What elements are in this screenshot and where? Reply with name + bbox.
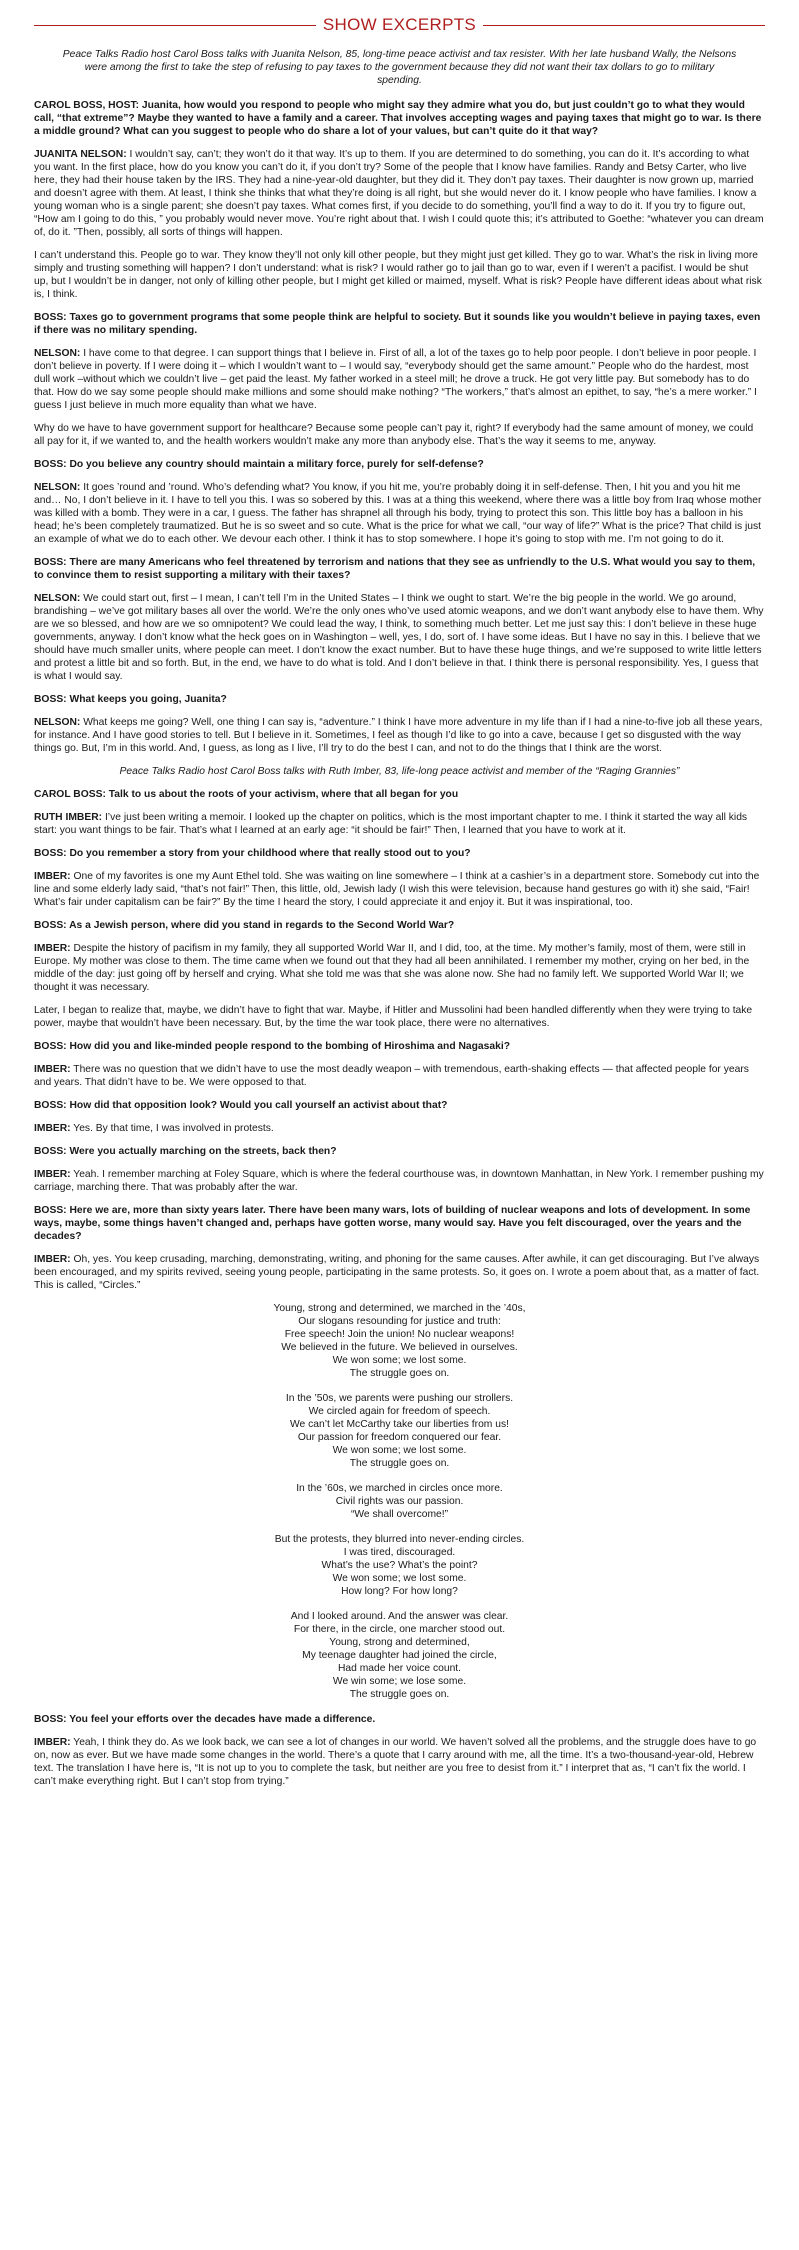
- interview-question: BOSS: How did that opposition look? Would you call yourself an activist about that?: [34, 1100, 448, 1111]
- interview-question: CAROL BOSS: Talk to us about the roots of your activism, where that all began for you: [34, 789, 459, 800]
- poem-stanza: [34, 1302, 765, 1380]
- poem-line: We believed in the future. We believed in ourselves.: [281, 1342, 518, 1353]
- speaker-name: IMBER:: [34, 1123, 71, 1134]
- poem-line: We won some; we lost some.: [332, 1445, 467, 1456]
- answer-text: Oh, yes. You keep crusading, marching, demonstrating, writing, and phoning for the same causes. After awhile, it can get discouraging. But I’ve always been encouraged, and my spirits revived, seeing young people, participating in the same protests. So, it goes on. I wrote a poem about that, as a matter of fact. This is called, “Circles.”: [34, 1254, 760, 1291]
- interview-answer: [34, 1736, 765, 1788]
- poem-line: Free speech! Join the union! No nuclear weapons!: [284, 1329, 515, 1340]
- interview-question: BOSS: Here we are, more than sixty years later. There have been many wars, lots of building of nuclear weapons and lots of development. In some ways, maybe, some things haven’t changed and, perhaps have gotten worse, many would say. Have you felt discouraged, over the years and the decades?: [34, 1205, 751, 1242]
- interview-paragraph: I can’t understand this. People go to war. They know they’ll not only kill other people, but they might just get killed. They go to war. What’s the risk in living more simply and trusting something will happen? I don’t understand: what is risk? I would rather go to jail than go to war, even if I weren’t a pacifist. I would be shut up, but I wouldn’t be in danger, not only of killing other people, but I might get killed or maimed, myself. What is risk? People have different ideas about what risk is, I think.: [34, 250, 762, 300]
- interview-answer: [34, 592, 765, 683]
- answer-text: I wouldn’t say, can’t; they won’t do it that way. It’s up to them. If you are determined to do something, you can do it. It’s according to what you want. In the first place, how do you know you can’t do it, if you don’t try? Some of the people that I know have families. Randy and Betsy Carter, who live here, they had their house taken by the IRS. They had a nine-year-old daughter, but they did it. They don’t pay taxes. Their daughter is now grown up, married and doesn’t agree with them. At least, I think she thinks that what they’re doing is all right, but she would never do it. I know people who have families. I know a young woman who is a single parent; she doesn’t pay taxes. What comes first, if you decide to do something, you’ll find a way to do it. If you try to figure out, “How am I going to do this, ” you probably would never move. You’re right about that. I wish I could quote this; it’s attributed to Goethe: “whatever you can dream of, do it. ”Then, possibly, all sorts of things will happen.: [34, 149, 764, 238]
- interview-answer: [34, 870, 765, 909]
- poem-line: How long? For how long?: [341, 1586, 458, 1597]
- poem-line: We can’t let McCarthy take our liberties from us!: [290, 1419, 509, 1430]
- imber-intro: Peace Talks Radio host Carol Boss talks with Ruth Imber, 83, life-long peace activist and member of the “Raging Grannies”: [119, 766, 680, 777]
- speaker-name: NELSON:: [34, 348, 81, 359]
- poem-line: “We shall overcome!”: [350, 1509, 449, 1520]
- interview-question: CAROL BOSS, HOST: Juanita, how would you respond to people who might say they admire what you do, but just couldn’t go to what they would call, “that extreme”? Maybe they wanted to have a family and a career. That involves accepting wages and paying taxes that might go to war. Is there a middle ground? What can you suggest to people who do share a lot of your values, but can’t quite do it that way?: [34, 100, 762, 137]
- interview-answer: [34, 716, 765, 755]
- interview-question: BOSS: Taxes go to government programs that some people think are helpful to society. But it sounds like you wouldn’t believe in paying taxes, even if there was no military spending.: [34, 312, 761, 336]
- circles-poem: [34, 1302, 765, 1701]
- speaker-name: RUTH IMBER:: [34, 812, 103, 823]
- interview-question: BOSS: As a Jewish person, where did you stand in regards to the Second World War?: [34, 920, 455, 931]
- speaker-name: NELSON:: [34, 593, 81, 604]
- section-title: SHOW EXCERPTS: [322, 15, 477, 34]
- interview-paragraph: Why do we have to have government support for healthcare? Because some people can’t pay it, right? If everybody had the same amount of money, we could all pay for it, if we wanted to, and the health workers wouldn’t make any more than anybody else. That’s the way it seems to me, anyway.: [34, 423, 754, 447]
- answer-text: It goes ’round and ’round. Who’s defending what? You know, if you hit me, you’re probably doing it in self-defense. Then, I hit you and you hit me and… No, I don’t believe in it. I have to tell you this. I was so sobered by this. I was at a thing this weekend, where there was a little boy from Iraq whose mother was killed with a bomb. They were in a car, I guess. The father has shrapnel all through his body, trying to protect this son. This little boy has a balloon in his head; he’s been completely traumatized. But he is so sweet and so cute. What is the price for what we call, “our way of life?” What is the price? That child is just an example of what we do to each other. We devour each other. I think it has to stop somewhere. I hope it’s going to stop with me. I’m not going to do it.: [34, 482, 762, 545]
- interview-question: BOSS: You feel your efforts over the decades have made a difference.: [34, 1714, 376, 1725]
- speaker-name: IMBER:: [34, 1737, 71, 1748]
- interview-question: BOSS: Do you believe any country should maintain a military force, purely for self-defense?: [34, 459, 484, 470]
- answer-text: Yeah, I think they do. As we look back, we can see a lot of changes in our world. We haven’t solved all the problems, and the struggle does have to go on, now as ever. But we have made some changes in the world. There’s a quote that I carry around with me, all the time. It’s a two-thousand-year-old, Hebrew text. The translation I have here is, “It is not up to you to complete the task, but neither are you free to desist from it.” I interpret that as, “I can’t fix the world. I can’t make everything right. But I can’t stop from trying.”: [34, 1737, 757, 1787]
- interview-answer: [34, 942, 765, 994]
- header-rule-right: [483, 25, 765, 26]
- speaker-name: IMBER:: [34, 943, 71, 954]
- poem-stanza: [34, 1482, 765, 1521]
- poem-line: For there, in the circle, one marcher stood out.: [293, 1624, 506, 1635]
- answer-text: One of my favorites is one my Aunt Ethel told. She was waiting on line somewhere – I think at a cashier’s in a department store. Somebody cut into the line and some elderly lady said, “that’s not fair!” Then, this little, old, Jewish lady (I wish this were television, because hand gestures go with it) she said, “Fair! What’s fair under capitalism can be fair?” By the time I heard the story, I could appreciate it and enjoy it. But it was inspirational, too.: [34, 871, 760, 908]
- poem-line: The struggle goes on.: [349, 1368, 450, 1379]
- interview-answer: [34, 481, 765, 546]
- interview-question: BOSS: Were you actually marching on the streets, back then?: [34, 1146, 337, 1157]
- poem-line: We win some; we lose some.: [332, 1676, 467, 1687]
- interview-answer: [34, 1122, 765, 1135]
- answer-text: Yeah. I remember marching at Foley Square, which is where the federal courthouse was, in downtown Manhattan, in New York. I remember pushing my carriage, marching there. That was probably after the war.: [34, 1169, 764, 1193]
- answer-text: What keeps me going? Well, one thing I can say is, “adventure.” I think I have more adventure in my life than if I had a nine-to-five job all these years, for instance. And I have good stories to tell. But I believe in it. Sometimes, I feel as though I’d like to go into a cave, because I get so disgusted with the way things go. But, I’m in this world. And, I guess, as long as I live, I’ll try to do the best I can, and not to do the things that I think are the worst.: [34, 717, 763, 754]
- speaker-name: IMBER:: [34, 1169, 71, 1180]
- nelson-interview: [34, 99, 765, 755]
- poem-line: We won some; we lost some.: [332, 1355, 467, 1366]
- answer-text: We could start out, first – I mean, I can’t tell I’m in the United States – I think we ought to start. We’re the big people in the world. We go around, brandishing – we’ve got military bases all over the world. We’re the only ones who’ve used atomic weapons, and we don’t want anybody else to have them. Why are we so blessed, and how are we so omnipotent? We could lead the way, I think, to something much better. Let me just say this: I don’t believe in these huge governments, anyway. I don’t know what the heck goes on in Washington – well, yes, I do, sort of. I have some ideas. But I have no say in this. I believe that we should have much smaller units, where people can meet. I don’t know the exact number. But to have these huge things, and we’re supposed to write little letters and protest a little bit and so forth. But, in the end, we have to do what is told. And I don’t believe in that. I think there is personal responsibility. Yes, I guess that is what I would say.: [34, 593, 764, 682]
- poem-line: The struggle goes on.: [349, 1458, 450, 1469]
- poem-line: But the protests, they blurred into never-ending circles.: [274, 1534, 525, 1545]
- speaker-name: NELSON:: [34, 482, 81, 493]
- interview-answer: [34, 811, 765, 837]
- answer-text: Despite the history of pacifism in my family, they all supported World War II, and I did, too, at the time. My mother’s family, most of them, were still in Europe. My mother was close to them. The time came when we found out that they had all been annihilated. I remember my mother, crying on her bed, in the middle of the day: just going off by herself and crying. What she told me was that she was alone now. She had no family left. We supported World War II; we thought it was necessary.: [34, 943, 750, 993]
- interview-question: BOSS: What keeps you going, Juanita?: [34, 694, 227, 705]
- answer-text: I’ve just been writing a memoir. I looked up the chapter on politics, which is the most important chapter to me. I think it started the way all kids start: you want things to be fair. That’s what I learned at an early age: “it should be fair!” Then, I learned that you have to work at it.: [34, 812, 748, 836]
- poem-line: My teenage daughter had joined the circle,: [302, 1650, 497, 1661]
- speaker-name: IMBER:: [34, 1254, 71, 1265]
- interview-paragraph: Later, I began to realize that, maybe, we didn’t have to fight that war. Maybe, if Hitler and Mussolini had been handled differently when they were trying to take power, maybe that wouldn’t have been necessary. But, by the time the war took place, there were no alternatives.: [34, 1005, 753, 1029]
- answer-text: There was no question that we didn’t have to use the most deadly weapon – with tremendous, earth-shaking effects — that affected people for years and years. That didn’t have to be. We were opposed to that.: [34, 1064, 749, 1088]
- poem-stanza: [34, 1392, 765, 1470]
- imber-interview-closing: [34, 1713, 765, 1788]
- poem-line: Our slogans resounding for justice and truth:: [298, 1316, 501, 1327]
- poem-line: Our passion for freedom conquered our fear.: [297, 1432, 502, 1443]
- poem-line: We circled again for freedom of speech.: [308, 1406, 491, 1417]
- poem-line: Had made her voice count.: [337, 1663, 462, 1674]
- answer-text: I have come to that degree. I can support things that I believe in. First of all, a lot of the taxes go to help poor people. I don’t believe in poor people. I don’t believe in poverty. If I were doing it – which I wouldn’t want to – I would say, “everybody should get the same amount.” People who do the hardest, most dull work –without which we couldn’t live – get paid the least. My father worked in a steel mill; he drove a truck. He got very little pay. But somebody has to do that. How do we say some people should make millions and some should make nothing? “The workers,” that’s almost an epithet, to say, “he’s a mere worker.” I guess I just believe in much more equality than what we have.: [34, 348, 757, 411]
- poem-line: Young, strong and determined,: [329, 1637, 470, 1648]
- interview-answer: [34, 347, 765, 412]
- speaker-name: IMBER:: [34, 871, 71, 882]
- nelson-intro: Peace Talks Radio host Carol Boss talks with Juanita Nelson, 85, long-time peace activist and tax resister. With her late husband Wally, the Nelsons were among the first to take the step of refusing to pay taxes to the government because they did not want their tax dollars to go to military spending.: [62, 49, 737, 86]
- interview-answer: [34, 1253, 765, 1292]
- poem-line: And I looked around. And the answer was clear.: [290, 1611, 509, 1622]
- poem-line: In the ’60s, we marched in circles once more.: [296, 1483, 503, 1494]
- imber-interview: [34, 788, 765, 1292]
- poem-line: Young, strong and determined, we marched in the ’40s,: [273, 1303, 526, 1314]
- speaker-name: JUANITA NELSON:: [34, 149, 127, 160]
- poem-line: In the ’50s, we parents were pushing our strollers.: [285, 1393, 514, 1404]
- poem-stanza: [34, 1610, 765, 1701]
- interview-answer: [34, 1063, 765, 1089]
- poem-stanza: [34, 1533, 765, 1598]
- interview-question: BOSS: Do you remember a story from your childhood where that really stood out to you?: [34, 848, 471, 859]
- answer-text: Yes. By that time, I was involved in protests.: [70, 1123, 274, 1134]
- interview-question: BOSS: How did you and like-minded people respond to the bombing of Hiroshima and Nagasaki?: [34, 1041, 510, 1052]
- poem-line: Civil rights was our passion.: [335, 1496, 464, 1507]
- poem-line: What’s the use? What’s the point?: [321, 1560, 478, 1571]
- speaker-name: NELSON:: [34, 717, 81, 728]
- interview-answer: [34, 1168, 765, 1194]
- poem-line: I was tired, discouraged.: [343, 1547, 456, 1558]
- poem-line: The struggle goes on.: [349, 1689, 450, 1700]
- speaker-name: IMBER:: [34, 1064, 71, 1075]
- poem-line: We won some; we lost some.: [332, 1573, 467, 1584]
- interview-answer: [34, 148, 765, 239]
- interview-question: BOSS: There are many Americans who feel threatened by terrorism and nations that they see as unfriendly to the U.S. What would you say to them, to convince them to resist supporting a military with their taxes?: [34, 557, 756, 581]
- section-header: [34, 12, 765, 38]
